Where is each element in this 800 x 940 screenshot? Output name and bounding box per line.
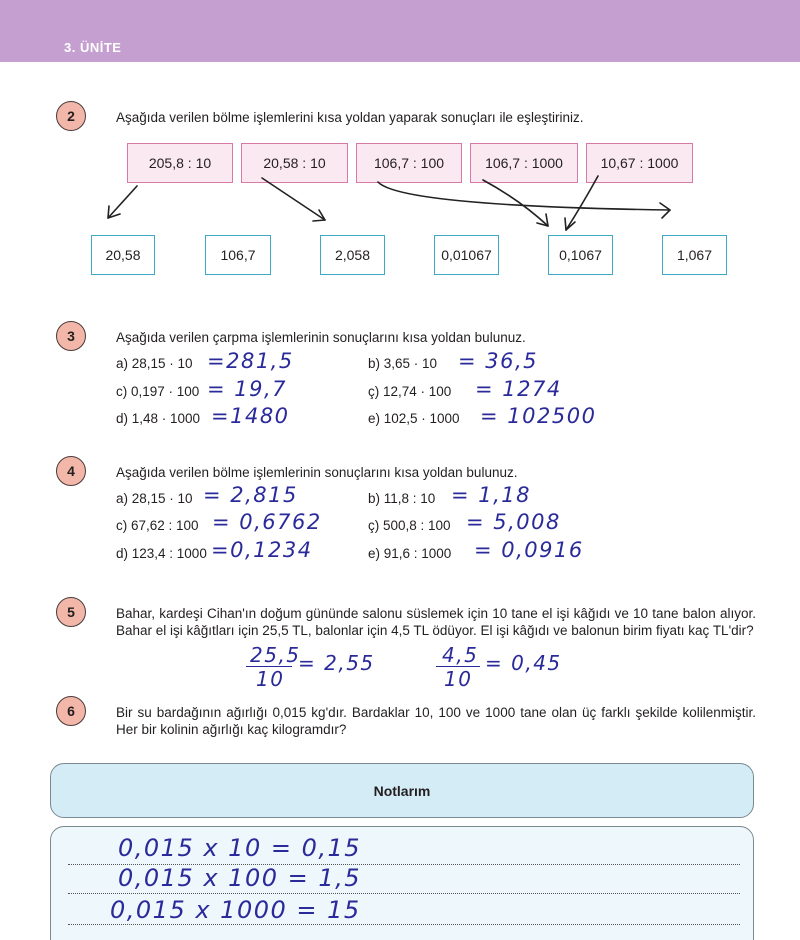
notes-line-3: 0,015 x 1000 = 15: [110, 896, 361, 924]
q5-work1-numerator: 25,5: [250, 643, 301, 667]
q3-item-d: d) 1,48 · 1000: [116, 411, 201, 426]
q3-answer-c: = 19,7: [207, 377, 288, 401]
question-3-text: Aşağıda verilen çarpma işlemlerinin sonuçlarını kısa yoldan bulunuz.: [116, 330, 526, 345]
q4-answer-b: = 1,18: [451, 483, 532, 507]
question-number-6: 6: [56, 696, 86, 726]
q4-item-a: a) 28,15 · 10: [116, 491, 193, 506]
q3-answer-b: = 36,5: [458, 349, 539, 373]
notes-line-1: 0,015 x 10 = 0,15: [118, 834, 362, 862]
notes-line: [68, 924, 740, 925]
question-6-text: Bir su bardağının ağırlığı 0,015 kg'dır. Bardaklar 10, 100 ve 1000 tane olan üç farklı şekilde kolilenmiştir. Her bir kolinin ağırlığı kaç kilogramdır?: [116, 705, 756, 737]
operation-box: 20,58 : 10: [241, 143, 348, 183]
q4-item-b: b) 11,8 : 10: [368, 491, 436, 506]
q5-work1-denominator: 10: [256, 667, 285, 691]
q3-answer-a: =281,5: [207, 349, 294, 373]
q4-item-cc: ç) 500,8 : 100: [368, 518, 451, 533]
question-number-3: 3: [56, 321, 86, 351]
answer-box: 2,058: [320, 235, 385, 275]
q3-item-a: a) 28,15 · 10: [116, 356, 193, 371]
q3-item-e: e) 102,5 · 1000: [368, 411, 460, 426]
unit-label: 3. ÜNİTE: [64, 40, 122, 55]
q4-answer-cc: = 5,008: [466, 510, 561, 534]
answer-box: 20,58: [91, 235, 155, 275]
question-number-5: 5: [56, 597, 86, 627]
q5-work2-denominator: 10: [444, 667, 473, 691]
operation-box: 106,7 : 1000: [470, 143, 578, 183]
answer-box: 1,067: [662, 235, 727, 275]
operation-box: 106,7 : 100: [356, 143, 462, 183]
notes-header: [50, 763, 754, 818]
operation-box: 205,8 : 10: [127, 143, 233, 183]
q4-answer-a: = 2,815: [203, 483, 298, 507]
operation-box: 10,67 : 1000: [586, 143, 693, 183]
q4-item-c: c) 67,62 : 100: [116, 518, 199, 533]
q4-item-e: e) 91,6 : 1000: [368, 546, 452, 561]
notes-title: Notlarım: [373, 782, 431, 799]
question-number-2: 2: [56, 101, 86, 131]
q4-answer-c: = 0,6762: [212, 510, 322, 534]
q3-item-c: c) 0,197 · 100: [116, 384, 200, 399]
q3-answer-cc: = 1274: [475, 377, 562, 401]
notes-line-2: 0,015 x 100 = 1,5: [118, 864, 362, 892]
unit-banner: [0, 0, 800, 62]
q3-item-cc: ç) 12,74 · 100: [368, 384, 452, 399]
q4-item-d: d) 123,4 : 1000: [116, 546, 207, 561]
question-number-4: 4: [56, 456, 86, 486]
question-2-text: Aşağıda verilen bölme işlemlerini kısa yoldan yaparak sonuçları ile eşleştiriniz.: [116, 110, 584, 125]
q5-work1-result: = 2,55: [298, 651, 375, 675]
notes-line: [68, 893, 740, 894]
question-4-text: Aşağıda verilen bölme işlemlerinin sonuçlarını kısa yoldan bulunuz.: [116, 465, 518, 480]
q5-work2-numerator: 4,5: [442, 643, 479, 667]
question-5-text: Bahar, kardeşi Cihan'ın doğum gününde salonu süslemek için 10 tane el işi kâğıdı ve 10 tane balon alıyor. Bahar el işi kâğıtları için 25,5 TL, balonlar için 4,5 TL ödüyor. El işi kâğıdı ve balonun birim fiyatı kaç TL'dir?: [116, 606, 756, 638]
q3-answer-d: =1480: [211, 404, 290, 428]
answer-box: 106,7: [205, 235, 271, 275]
q3-answer-e: = 102500: [480, 404, 597, 428]
answer-box: 0,01067: [434, 235, 499, 275]
answer-box: 0,1067: [548, 235, 613, 275]
q3-item-b: b) 3,65 · 10: [368, 356, 438, 371]
q4-answer-e: = 0,0916: [474, 538, 584, 562]
q5-work2-result: = 0,45: [485, 651, 562, 675]
q4-answer-d: =0,1234: [211, 538, 313, 562]
